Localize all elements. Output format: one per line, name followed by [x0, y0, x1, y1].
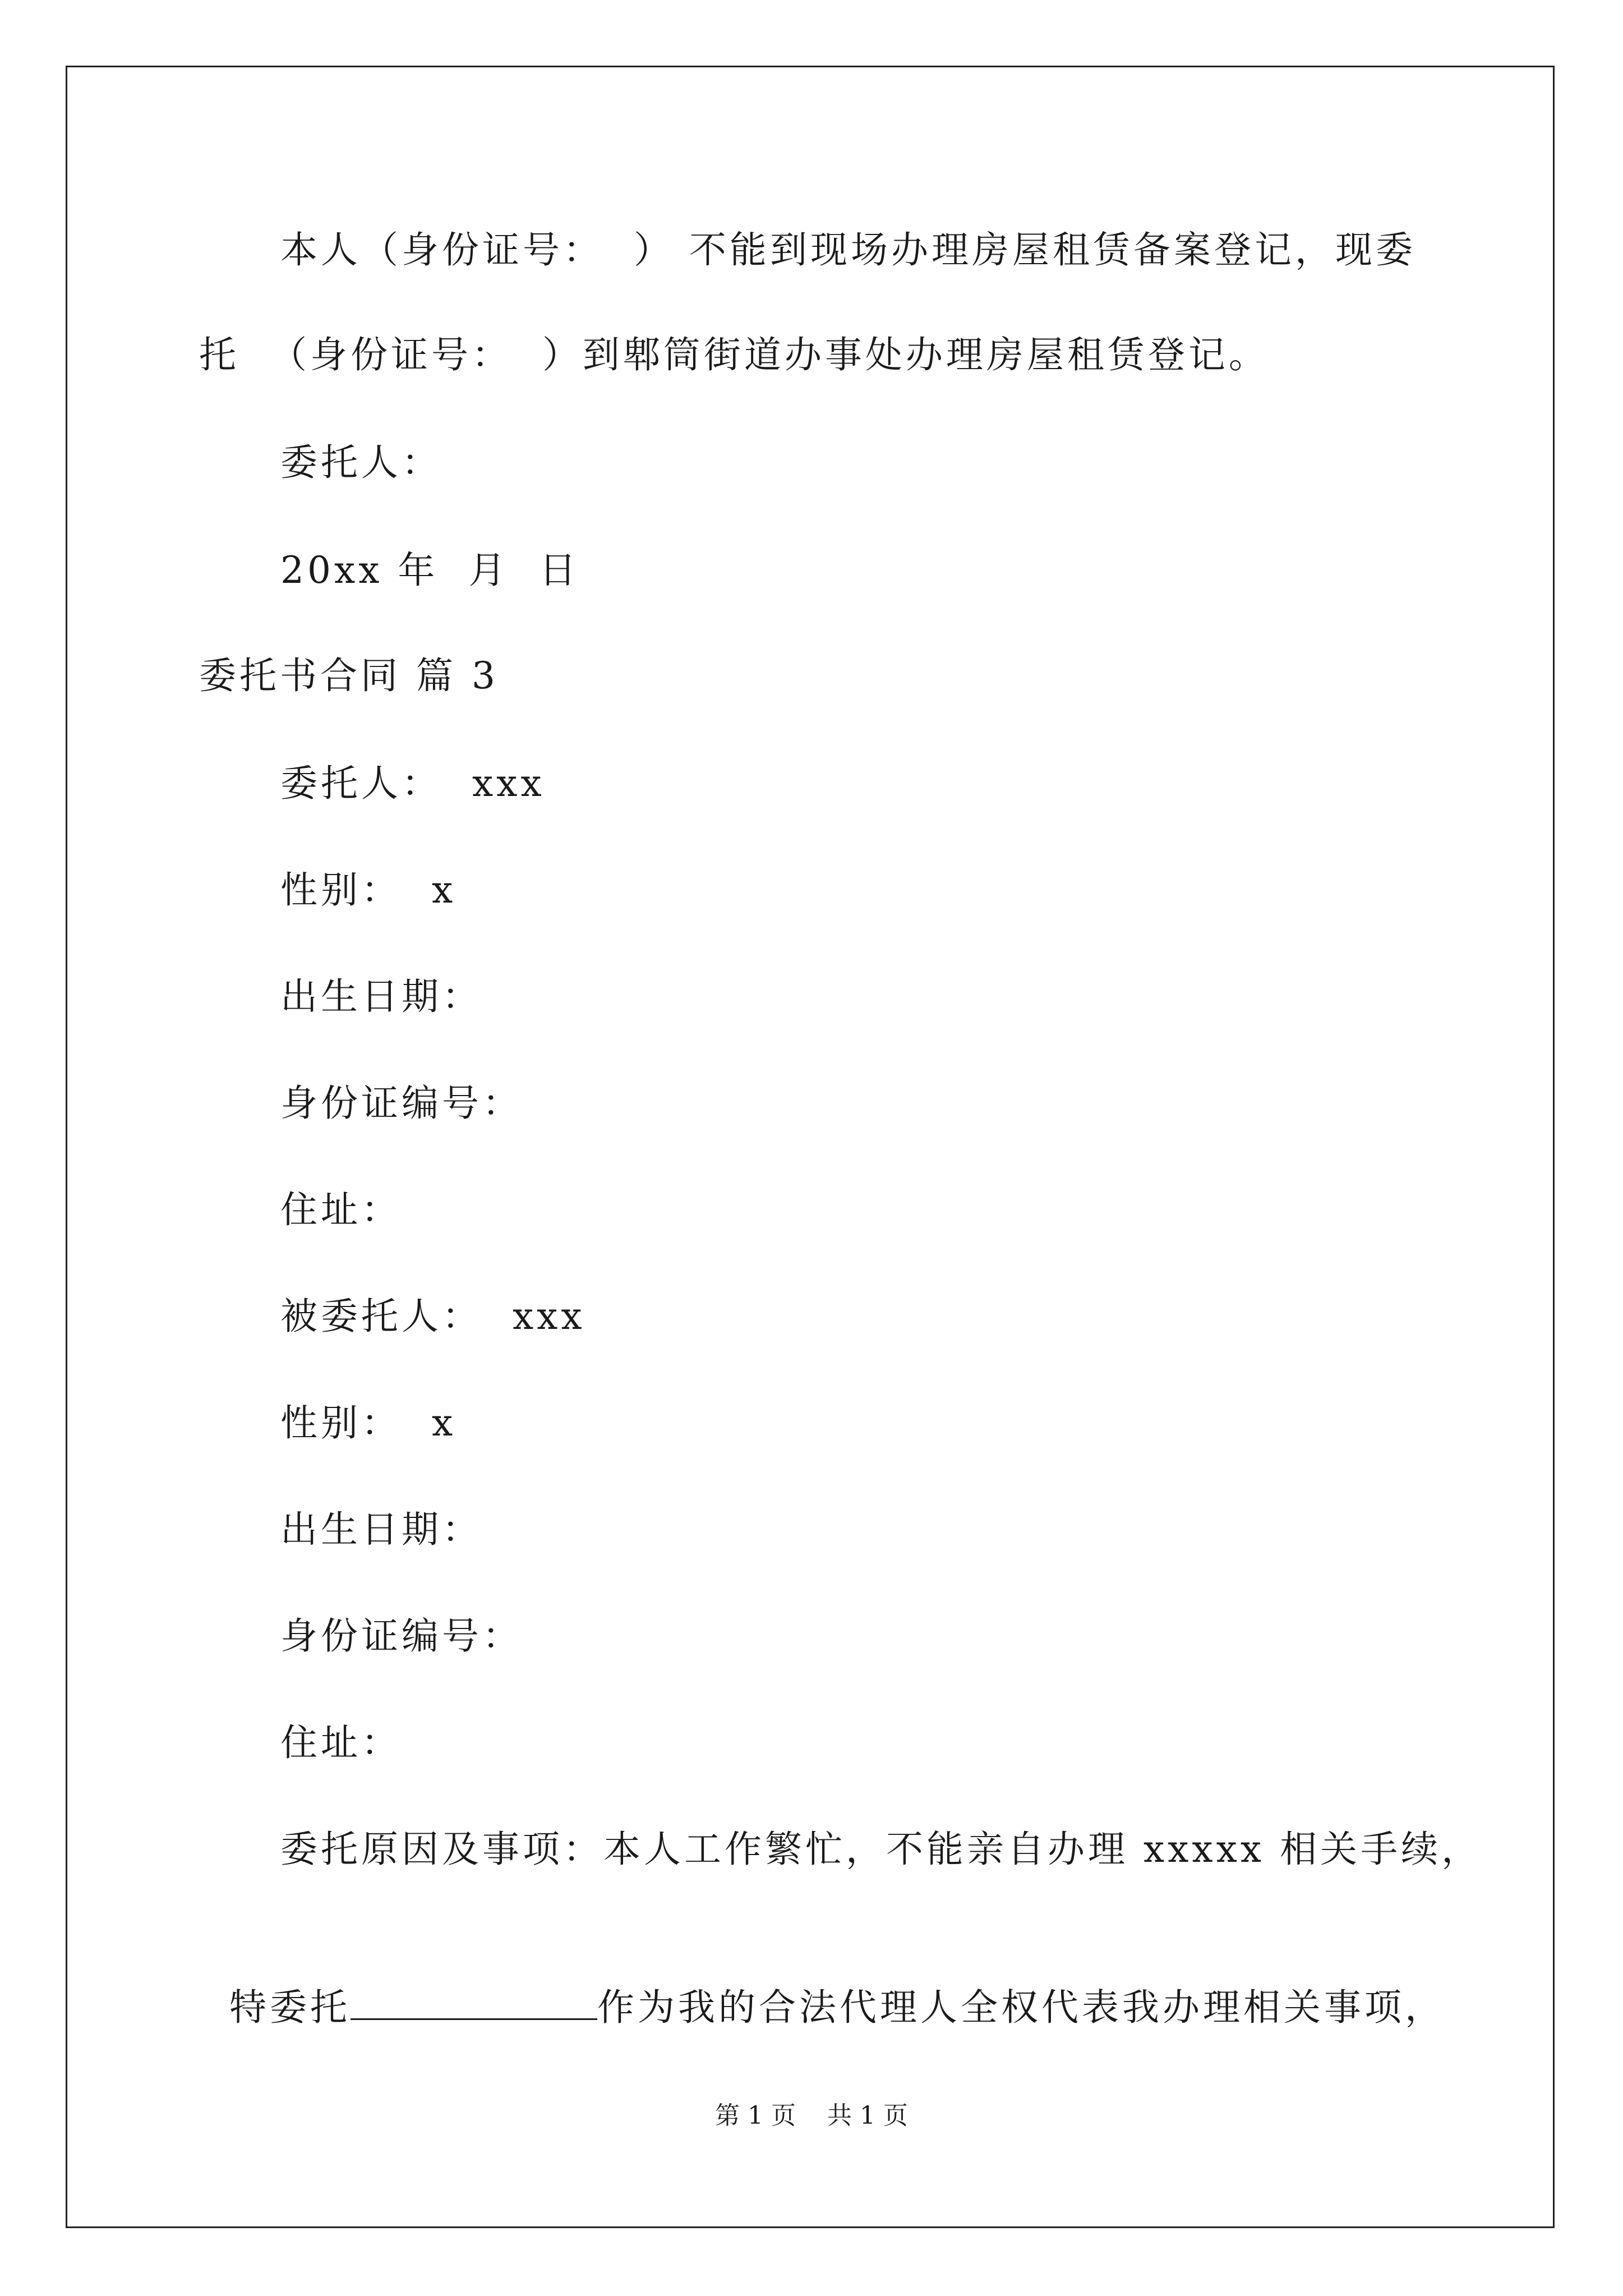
appointment-line	[199, 1932, 1445, 2029]
principal-birthdate-line: 出生日期：	[280, 975, 482, 1018]
date-line: 20xx 年 月 日	[280, 549, 580, 592]
principal-address-line: 住址：	[280, 1188, 402, 1231]
appointment-prefix: 特委托	[229, 1986, 351, 2029]
agent-address-line: 住址：	[280, 1721, 402, 1764]
principal-name-line: 委托人： xxx	[280, 762, 545, 805]
paragraph-line-1: 本人（身份证号： ） 不能到现场办理房屋租赁备案登记，现委	[280, 228, 1416, 272]
paragraph-line-2: 托 （身份证号： ）到郫筒街道办事处办理房屋租赁登记。	[199, 333, 1269, 376]
agent-id-line: 身份证编号：	[280, 1614, 523, 1658]
agent-gender-line: 性别： x	[280, 1401, 457, 1444]
principal-label-line: 委托人：	[280, 441, 442, 484]
section-heading: 委托书合同 篇 3	[199, 654, 499, 697]
principal-id-line: 身份证编号：	[280, 1082, 523, 1125]
page-number-footer: 第 1 页 共 1 页	[715, 2101, 908, 2130]
agent-name-line: 被委托人： xxx	[280, 1295, 585, 1338]
agent-birthdate-line: 出生日期：	[280, 1508, 482, 1551]
page-border	[66, 66, 1555, 2228]
appointment-suffix: 作为我的合法代理人全权代表我办理相关事项，	[597, 1986, 1445, 2029]
agent-blank-underline	[351, 1984, 597, 2020]
principal-gender-line: 性别： x	[280, 868, 457, 912]
reason-line: 委托原因及事项：本人工作繁忙，不能亲自办理 xxxxx 相关手续，	[280, 1828, 1482, 1871]
